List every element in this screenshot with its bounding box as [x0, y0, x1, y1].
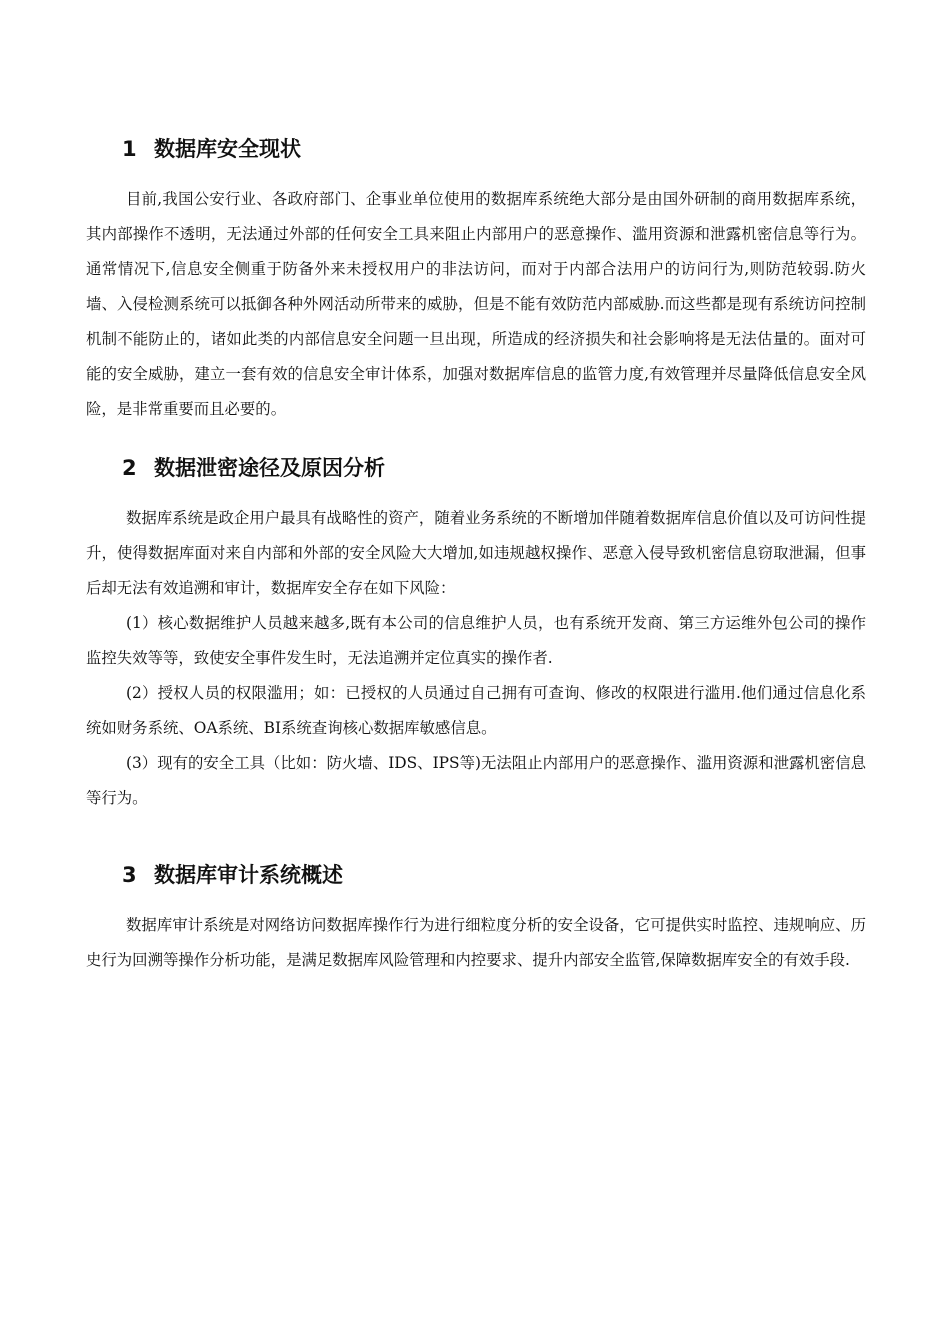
section-2-title: 数据泄密途径及原因分析: [154, 456, 385, 480]
section-1-paragraph-1: 目前,我国公安行业、各政府部门、企事业单位使用的数据库系统绝大部分是由国外研制的商用数据库系统，其内部操作不透明，无法通过外部的任何安全工具来阻止内部用户的恶意操作、滥用资源和泄露机密信息等行为。通常情况下,信息安全侧重于防备外来未授权用户的非法访问，而对于内部合法用户的访问行为,则防范较弱.防火墙、入侵检测系统可以抵御各种外网活动所带来的威胁，但是不能有效防范内部威胁.而这些都是现有系统访问控制机制不能防止的，诸如此类的内部信息安全问题一旦出现，所造成的经济损失和社会影响将是无法估量的。面对可能的安全威胁，建立一套有效的信息安全审计体系，加强对数据库信息的监管力度,有效管理并尽量降低信息安全风险，是非常重要而且必要的。: [86, 190, 866, 418]
section-2-number: 2: [122, 456, 137, 480]
section-1-number: 1: [122, 137, 137, 161]
section-2-paragraph-1: 数据库系统是政企用户最具有战略性的资产，随着业务系统的不断增加伴随着数据库信息价值以及可访问性提升，使得数据库面对来自内部和外部的安全风险大大增加,如违规越权操作、恶意入侵导致机密信息窃取泄漏，但事后却无法有效追溯和审计，数据库安全存在如下风险：: [86, 509, 866, 597]
section-1-heading: [86, 128, 866, 170]
section-3-title: 数据库审计系统概述: [154, 863, 343, 887]
section-2-list-item-1: (1）核心数据维护人员越来越多,既有本公司的信息维护人员，也有系统开发商、第三方运维外包公司的操作监控失效等等，致使安全事件发生时，无法追溯并定位真实的操作者.: [86, 614, 866, 667]
section-1-title: 数据库安全现状: [154, 137, 301, 161]
section-3-heading: [86, 854, 866, 896]
section-3-number: 3: [122, 863, 137, 887]
section-3-paragraph-1: 数据库审计系统是对网络访问数据库操作行为进行细粒度分析的安全设备，它可提供实时监控、违规响应、历史行为回溯等操作分析功能，是满足数据库风险管理和内控要求、提升内部安全监管,保障数据库安全的有效手段.: [86, 916, 866, 969]
document-page: [86, 128, 866, 978]
section-2-list-item-2: (2）授权人员的权限滥用；如：已授权的人员通过自己拥有可查询、修改的权限进行滥用.他们通过信息化系统如财务系统、OA系统、BI系统查询核心数据库敏感信息。: [86, 684, 866, 737]
section-2-heading: [86, 447, 866, 489]
section-2-list-item-3: (3）现有的安全工具（比如：防火墙、IDS、IPS等)无法阻止内部用户的恶意操作、滥用资源和泄露机密信息等行为。: [86, 754, 866, 807]
